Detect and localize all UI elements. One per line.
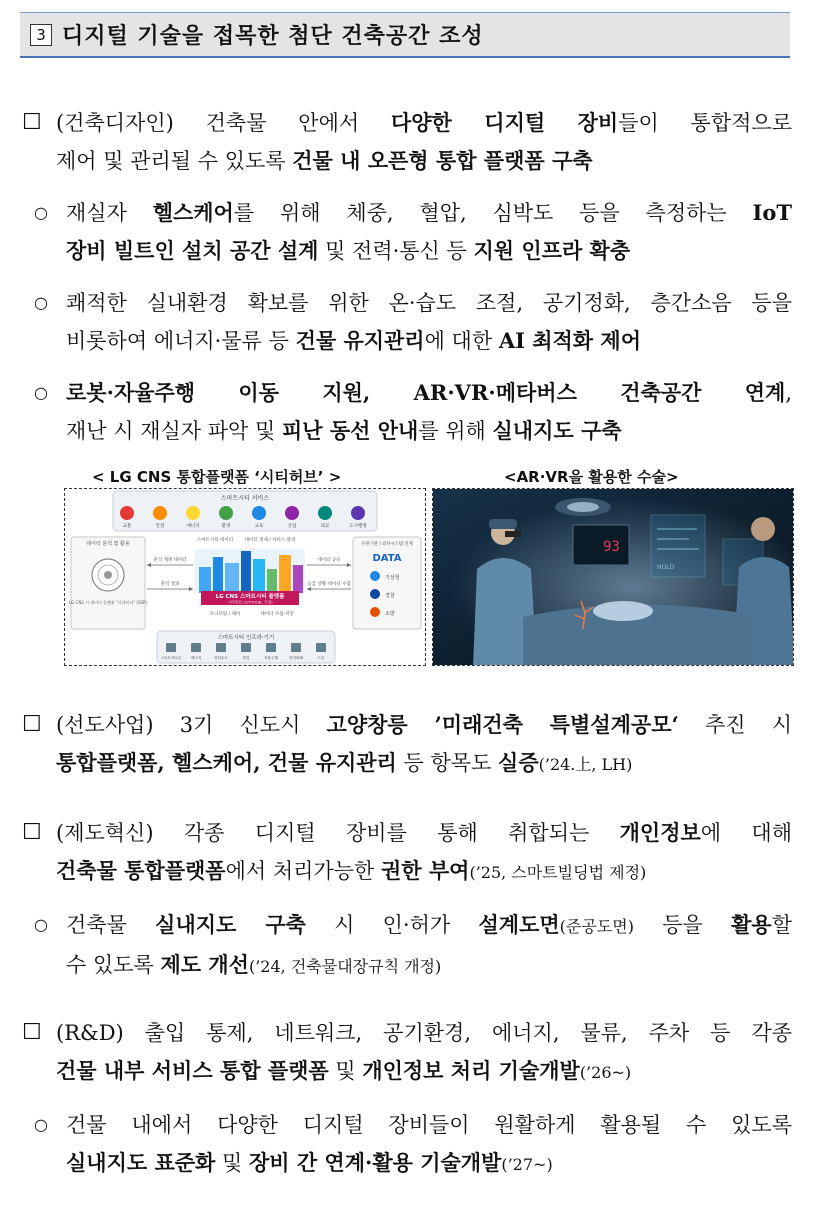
s2-line1: 쾌적한 실내환경 확보를 위한 온·습도 조절, 공기정화, 층간소음 등을 xyxy=(66,291,792,315)
section-number: 3 xyxy=(30,24,52,46)
device-label: 드론 xyxy=(317,656,325,660)
partner-icon xyxy=(370,607,380,617)
service-label: 교육 xyxy=(254,524,264,529)
p3-line2: 건축물 통합플랫폼에서 처리가능한 권한 부여(’25, 스마트빌딩법 제정) xyxy=(56,858,647,883)
city-skyline-illustration xyxy=(195,549,305,593)
s2-line2: 비롯하여 에너지·물류 등 건물 유지관리에 대한 AI 최적화 제어 xyxy=(66,328,641,353)
p1-line1: (건축디자인) 건축물 안에서 다양한 디지털 장비들이 통합적으로 xyxy=(56,110,792,135)
operating-table xyxy=(523,601,753,666)
device-icon xyxy=(291,643,301,652)
circle-bullet: ○ xyxy=(34,293,48,312)
service-label: 도시행정 xyxy=(349,524,367,529)
partner-item: 기상청 xyxy=(385,575,400,581)
arrow-label-data-share: 데이터 공유 xyxy=(317,558,341,563)
service-icon xyxy=(153,506,167,520)
service-label: 의료 xyxy=(320,524,330,529)
cityhub-diagram xyxy=(64,488,426,666)
device-icon xyxy=(241,643,251,652)
device-icon xyxy=(166,643,176,652)
circle-bullet: ○ xyxy=(34,203,48,222)
ceiling-lights xyxy=(555,498,611,516)
subitem-design-drawings xyxy=(66,906,792,986)
right-box-title: 유관기관 / 외부시스템 연계 xyxy=(361,542,413,547)
s5-line1: 건물 내에서 다양한 디지털 장비들이 원활하게 활용될 수 있도록 xyxy=(66,1113,792,1137)
center-label-monitoring: 모니터링 / 제어 xyxy=(209,612,241,617)
device-icon xyxy=(316,643,326,652)
device-label: 상하수도 xyxy=(214,656,228,660)
center-label-data-collect: 데이터 수집·저장 xyxy=(260,612,294,617)
partner-icon xyxy=(370,571,380,581)
s1-line1: 재실자 헬스케어를 위해 체중, 혈압, 심박도 등을 측정하는 IoT xyxy=(66,200,792,225)
service-icon xyxy=(351,506,365,520)
p1-line2: 제어 및 관리될 수 있도록 건물 내 오픈형 통합 플랫폼 구축 xyxy=(56,148,593,173)
surgery-photo xyxy=(432,488,794,666)
paragraph-rnd xyxy=(56,1014,792,1092)
s5-line2: 실내지도 표준화 및 장비 간 연계·활용 기술개발(’27~) xyxy=(66,1150,553,1175)
service-icon xyxy=(318,506,332,520)
circle-bullet: ○ xyxy=(34,1115,48,1134)
paragraph-institutional-reform xyxy=(56,814,792,892)
service-label: 교통 xyxy=(122,524,132,529)
arrow-label-analysis-data: 분석 계정 데이터 xyxy=(153,558,187,563)
square-bullet: ☐ xyxy=(22,820,42,845)
service-icon xyxy=(186,506,200,520)
s1-line2: 장비 빌트인 설치 공간 설계 및 전력·통신 등 지원 인프라 확충 xyxy=(66,238,631,263)
center-label-data-refine: 데이터 정제 / 서비스 관리 xyxy=(244,538,296,543)
arrow-label-analysis-result: 분석 결과 xyxy=(160,582,180,587)
s4-line2: 수 있도록 제도 개선(’24, 건축물대장규칙 개정) xyxy=(66,952,442,977)
circle-bullet: ○ xyxy=(34,915,48,934)
left-box-subtitle: LG CNS 시 데이터 플랫폼 "디데이터" (SSP) xyxy=(68,600,148,605)
hologram-status: HOLD xyxy=(657,564,675,571)
partner-icon xyxy=(370,589,380,599)
paragraph-architecture-design xyxy=(56,104,792,180)
service-icon xyxy=(252,506,266,520)
device-label: 스마트가로등 xyxy=(160,656,182,660)
figure-caption-surgery: <AR·VR을 활용한 수술> xyxy=(504,468,679,486)
devices-band-label: 스마트시티 인프라·기기 xyxy=(217,635,275,641)
service-label: 환경 xyxy=(221,524,231,529)
device-icon xyxy=(216,643,226,652)
p2-line2: 통합플랫폼, 헬스케어, 건물 유지관리 등 항목도 실증(’24.上, LH) xyxy=(56,750,633,775)
p2-line1: (선도사업) 3기 신도시 고양창릉 ’미래건축 특별설계공모‘ 추진 시 xyxy=(56,712,792,737)
device-label: 에너지 xyxy=(190,656,202,660)
square-bullet: ☐ xyxy=(22,110,42,135)
service-icon xyxy=(219,506,233,520)
platform-banner-title: LG CNS 스마트시티 플랫폼 xyxy=(215,594,285,600)
arrow-label-emergency-data: 응급 상황 데이터 수집 xyxy=(307,582,351,587)
p4-line1: (R&D) 출입 통제, 네트워크, 공기환경, 에너지, 물류, 주차 등 각종 xyxy=(56,1021,792,1045)
services-band-label: 스마트시티 서비스 xyxy=(220,495,270,502)
subitem-healthcare xyxy=(66,194,792,270)
device-label: 빌딩 xyxy=(242,656,250,660)
medical-monitor xyxy=(573,525,629,565)
s3-line1: 로봇·자율주행 이동 지원, AR·VR·메타버스 건축공간 연계, xyxy=(66,380,792,405)
s4-line1: 건축물 실내지도 구축 시 인·허가 설계도면(준공도면) 등을 활용할 xyxy=(66,912,792,937)
square-bullet: ☐ xyxy=(22,1020,42,1045)
section-title: 디지털 기술을 접목한 첨단 건축공간 조성 xyxy=(62,24,484,49)
subitem-indoor-map xyxy=(66,374,792,450)
s3-line2: 재난 시 재실자 파악 및 피난 동선 안내를 위해 실내지도 구축 xyxy=(66,418,622,443)
monitor-readout: 93 xyxy=(603,539,620,555)
device-icon xyxy=(266,643,276,652)
service-icon xyxy=(285,506,299,520)
circle-bullet: ○ xyxy=(34,383,48,402)
subitem-maintenance xyxy=(66,284,792,360)
partner-item: DATA xyxy=(372,553,402,564)
figure-caption-cityhub: < LG CNS 통합플랫폼 ‘시티허브’ > xyxy=(92,468,342,486)
section-title-bar xyxy=(20,12,790,58)
platform-banner-subtitle: 시티허브 (CITYHUB, 가칭) xyxy=(227,599,273,605)
square-bullet: ☐ xyxy=(22,712,42,737)
device-icon xyxy=(191,643,201,652)
left-box-title: 데이터 분석 및 활용 xyxy=(86,541,130,547)
service-label: 산업 xyxy=(287,524,297,529)
device-label: 전자화폐 xyxy=(289,656,303,660)
p3-line1: (제도혁신) 각종 디지털 장비를 통해 취합되는 개인정보에 대해 xyxy=(56,820,792,845)
center-label-smartcity-data: 스마트시티 데이터 xyxy=(196,538,234,543)
p4-line2: 건물 내부 서비스 통합 플랫폼 및 개인정보 처리 기술개발(’26~) xyxy=(56,1058,632,1083)
paragraph-pilot-project xyxy=(56,706,792,784)
partner-item: 소방 xyxy=(385,611,395,617)
subitem-indoor-map-standard xyxy=(66,1106,792,1184)
service-label: 안전 xyxy=(155,524,165,529)
service-icon xyxy=(120,506,134,520)
device-label: 자율주행 xyxy=(264,656,278,660)
service-label: 에너지 xyxy=(186,524,200,529)
partner-item: 경찰 xyxy=(385,593,395,599)
